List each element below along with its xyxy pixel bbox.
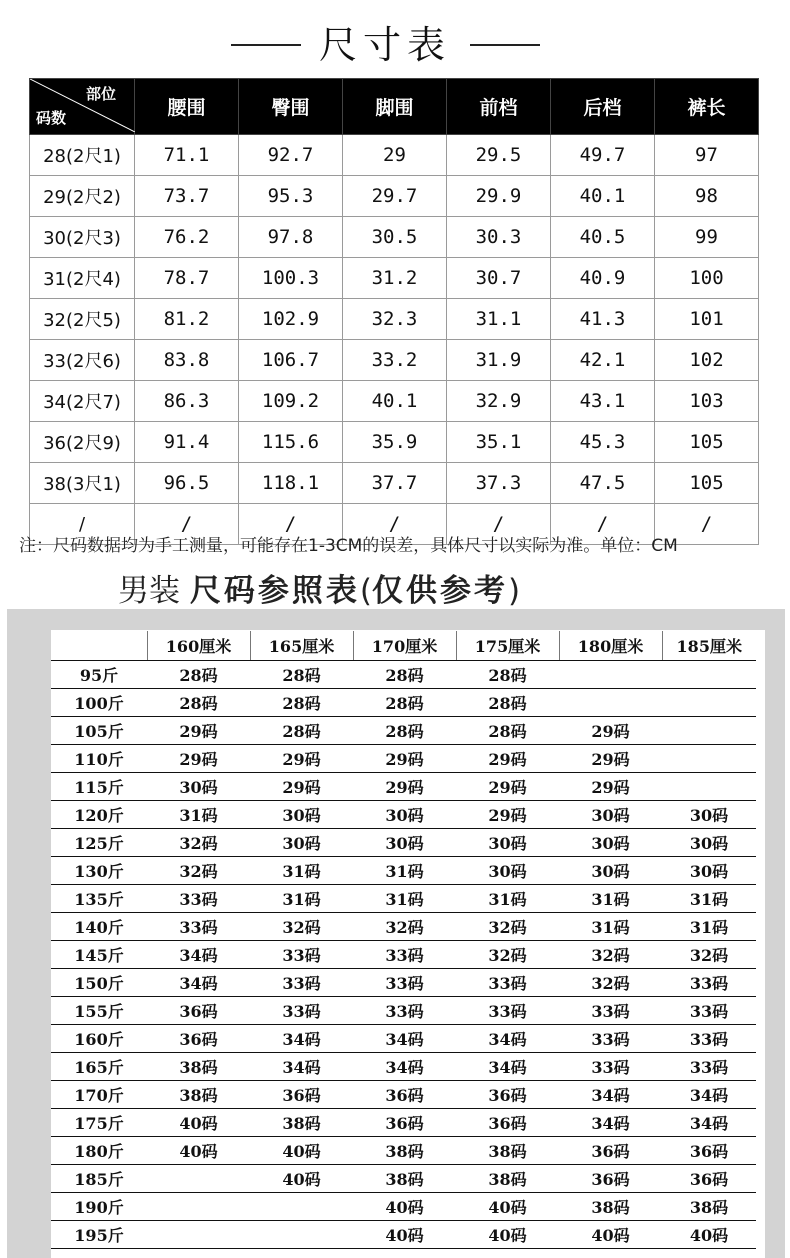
recommended-size-cell: 30码 xyxy=(456,857,559,885)
recommended-size-cell: 34码 xyxy=(147,969,250,997)
size-value-cell: 100 xyxy=(655,258,759,299)
size-value-cell: 97 xyxy=(655,135,759,176)
size-value-cell: / xyxy=(655,504,759,545)
size-value-cell: 97.8 xyxy=(239,217,343,258)
size-value-cell: 103 xyxy=(655,381,759,422)
weight-cell: 100斤 xyxy=(51,689,147,717)
weight-cell: 185斤 xyxy=(51,1165,147,1193)
recommended-size-cell: 40码 xyxy=(559,1221,662,1249)
recommended-size-cell: 30码 xyxy=(559,829,662,857)
recommended-size-cell: 38码 xyxy=(353,1137,456,1165)
recommended-size-cell: 29码 xyxy=(353,773,456,801)
size-label-cell: 28(2尺1) xyxy=(30,135,135,176)
reference-table-row xyxy=(51,773,756,801)
recommended-size-cell: 30码 xyxy=(250,801,353,829)
recommended-size-cell: 33码 xyxy=(559,997,662,1025)
recommended-size-cell: 28码 xyxy=(250,717,353,745)
reference-table-row xyxy=(51,1193,756,1221)
size-value-cell: 37.3 xyxy=(447,463,551,504)
recommended-size-cell: 40码 xyxy=(250,1165,353,1193)
recommended-size-cell: 31码 xyxy=(250,857,353,885)
recommended-size-cell: 29码 xyxy=(147,745,250,773)
height-header-cell: 165厘米 xyxy=(250,631,353,661)
recommended-size-cell: 29码 xyxy=(250,773,353,801)
reference-corner-cell xyxy=(51,631,147,661)
recommended-size-cell: 30码 xyxy=(353,801,456,829)
weight-cell: 130斤 xyxy=(51,857,147,885)
recommended-size-cell: 30码 xyxy=(559,857,662,885)
size-table-row xyxy=(30,217,759,258)
size-value-cell: 31.1 xyxy=(447,299,551,340)
size-value-cell: 45.3 xyxy=(551,422,655,463)
recommended-size-cell: 36码 xyxy=(353,1081,456,1109)
size-value-cell: 47.5 xyxy=(551,463,655,504)
weight-cell: 165斤 xyxy=(51,1053,147,1081)
recommended-size-cell: 29码 xyxy=(456,773,559,801)
reference-table-row xyxy=(51,1109,756,1137)
reference-table-row xyxy=(51,745,756,773)
page-title-block xyxy=(0,8,790,68)
recommended-size-cell: 28码 xyxy=(250,661,353,689)
recommended-size-cell: 29码 xyxy=(559,745,662,773)
size-value-cell: 32.9 xyxy=(447,381,551,422)
size-value-cell: 106.7 xyxy=(239,340,343,381)
recommended-size-cell: 38码 xyxy=(250,1109,353,1137)
recommended-size-cell: 34码 xyxy=(353,1053,456,1081)
size-value-cell: 105 xyxy=(655,463,759,504)
recommended-size-cell: 29码 xyxy=(456,745,559,773)
weight-cell: 155斤 xyxy=(51,997,147,1025)
size-value-cell: 81.2 xyxy=(135,299,239,340)
reference-table-row xyxy=(51,913,756,941)
recommended-size-cell: 33码 xyxy=(559,1053,662,1081)
reference-heading xyxy=(118,565,520,610)
recommended-size-cell xyxy=(662,689,756,717)
size-label-cell: 29(2尺2) xyxy=(30,176,135,217)
recommended-size-cell: 40码 xyxy=(147,1137,250,1165)
recommended-size-cell: 38码 xyxy=(353,1165,456,1193)
reference-table-header-row xyxy=(51,631,756,661)
recommended-size-cell: 33码 xyxy=(662,997,756,1025)
size-value-cell: 43.1 xyxy=(551,381,655,422)
recommended-size-cell: 32码 xyxy=(147,857,250,885)
recommended-size-cell: 31码 xyxy=(662,913,756,941)
size-value-cell: 95.3 xyxy=(239,176,343,217)
size-value-cell: 98 xyxy=(655,176,759,217)
recommended-size-cell: 36码 xyxy=(559,1165,662,1193)
recommended-size-cell: 31码 xyxy=(662,885,756,913)
size-table-row xyxy=(30,135,759,176)
height-header-cell: 180厘米 xyxy=(559,631,662,661)
recommended-size-cell: 34码 xyxy=(250,1053,353,1081)
recommended-size-cell: 29码 xyxy=(559,717,662,745)
size-value-cell: 115.6 xyxy=(239,422,343,463)
size-label-cell: 36(2尺9) xyxy=(30,422,135,463)
size-table-row xyxy=(30,381,759,422)
weight-cell: 175斤 xyxy=(51,1109,147,1137)
recommended-size-cell: 28码 xyxy=(353,689,456,717)
recommended-size-cell: 38码 xyxy=(147,1081,250,1109)
recommended-size-cell xyxy=(559,661,662,689)
weight-cell: 120斤 xyxy=(51,801,147,829)
recommended-size-cell: 36码 xyxy=(353,1109,456,1137)
weight-cell: 195斤 xyxy=(51,1221,147,1249)
size-table-header-cell: 臀围 xyxy=(239,79,343,135)
recommended-size-cell: 40码 xyxy=(147,1109,250,1137)
size-value-cell: 101 xyxy=(655,299,759,340)
weight-cell: 135斤 xyxy=(51,885,147,913)
reference-table-row xyxy=(51,857,756,885)
recommended-size-cell: 36码 xyxy=(147,1025,250,1053)
size-table-row xyxy=(30,258,759,299)
recommended-size-cell: 38码 xyxy=(456,1165,559,1193)
size-value-cell: / xyxy=(551,504,655,545)
corner-label-size: 码数 xyxy=(36,109,67,127)
recommended-size-cell: 33码 xyxy=(456,997,559,1025)
size-value-cell: 42.1 xyxy=(551,340,655,381)
size-value-cell: 76.2 xyxy=(135,217,239,258)
recommended-size-cell: 32码 xyxy=(456,913,559,941)
size-value-cell: 91.4 xyxy=(135,422,239,463)
recommended-size-cell: 28码 xyxy=(456,689,559,717)
reference-table-row xyxy=(51,1165,756,1193)
size-value-cell: 109.2 xyxy=(239,381,343,422)
recommended-size-cell: 29码 xyxy=(559,773,662,801)
recommended-size-cell: 28码 xyxy=(147,689,250,717)
recommended-size-cell: 33码 xyxy=(353,941,456,969)
size-value-cell: 86.3 xyxy=(135,381,239,422)
size-value-cell: 83.8 xyxy=(135,340,239,381)
reference-table-row xyxy=(51,1221,756,1249)
size-value-cell: 32.3 xyxy=(343,299,447,340)
size-value-cell: / xyxy=(447,504,551,545)
reference-heading-paren-text: 仅供参考 xyxy=(371,573,508,609)
size-label-cell: 34(2尺7) xyxy=(30,381,135,422)
size-table xyxy=(29,78,759,545)
size-label-cell: 33(2尺6) xyxy=(30,340,135,381)
recommended-size-cell: 36码 xyxy=(250,1081,353,1109)
recommended-size-cell: 40码 xyxy=(662,1221,756,1249)
recommended-size-cell: 30码 xyxy=(456,829,559,857)
size-value-cell: / xyxy=(135,504,239,545)
size-table-header-cell: 前档 xyxy=(447,79,551,135)
recommended-size-cell xyxy=(662,773,756,801)
recommended-size-cell: 32码 xyxy=(250,913,353,941)
recommended-size-cell: 29码 xyxy=(147,717,250,745)
recommended-size-cell: 30码 xyxy=(662,857,756,885)
size-value-cell: 31.2 xyxy=(343,258,447,299)
recommended-size-cell: 28码 xyxy=(353,661,456,689)
size-value-cell: 105 xyxy=(655,422,759,463)
weight-cell: 145斤 xyxy=(51,941,147,969)
weight-cell: 95斤 xyxy=(51,661,147,689)
recommended-size-cell: 29码 xyxy=(250,745,353,773)
weight-cell: 180斤 xyxy=(51,1137,147,1165)
recommended-size-cell: 36码 xyxy=(662,1165,756,1193)
recommended-size-cell: 36码 xyxy=(456,1109,559,1137)
recommended-size-cell: 34码 xyxy=(147,941,250,969)
recommended-size-cell: 33码 xyxy=(147,885,250,913)
reference-table-row xyxy=(51,689,756,717)
reference-table-row xyxy=(51,717,756,745)
reference-table-row xyxy=(51,1137,756,1165)
recommended-size-cell: 31码 xyxy=(250,885,353,913)
reference-table-row xyxy=(51,1081,756,1109)
recommended-size-cell: 28码 xyxy=(250,689,353,717)
recommended-size-cell: 36码 xyxy=(147,997,250,1025)
recommended-size-cell: 31码 xyxy=(147,801,250,829)
recommended-size-cell: 36码 xyxy=(662,1137,756,1165)
recommended-size-cell: 40码 xyxy=(353,1221,456,1249)
height-header-cell: 185厘米 xyxy=(662,631,756,661)
size-label-cell: 32(2尺5) xyxy=(30,299,135,340)
recommended-size-cell: 33码 xyxy=(353,969,456,997)
height-header-cell: 170厘米 xyxy=(353,631,456,661)
size-value-cell: / xyxy=(343,504,447,545)
reference-heading-title: 尺码参照表 xyxy=(189,573,360,609)
title-rule-right xyxy=(470,44,540,46)
recommended-size-cell: 32码 xyxy=(456,941,559,969)
size-value-cell: 92.7 xyxy=(239,135,343,176)
recommended-size-cell xyxy=(147,1193,250,1221)
recommended-size-cell: 38码 xyxy=(147,1053,250,1081)
recommended-size-cell: 32码 xyxy=(662,941,756,969)
size-value-cell: 35.1 xyxy=(447,422,551,463)
measurement-note: 注：尺码数据均为手工测量，可能存在1-3CM的误差，具体尺寸以实际为准。单位：CM xyxy=(19,536,678,556)
weight-cell: 170斤 xyxy=(51,1081,147,1109)
recommended-size-cell: 30码 xyxy=(250,829,353,857)
recommended-size-cell xyxy=(147,1165,250,1193)
recommended-size-cell: 38码 xyxy=(662,1193,756,1221)
recommended-size-cell: 34码 xyxy=(353,1025,456,1053)
size-table-row xyxy=(30,340,759,381)
size-value-cell: 78.7 xyxy=(135,258,239,299)
recommended-size-cell: 33码 xyxy=(250,941,353,969)
recommended-size-cell: 33码 xyxy=(559,1025,662,1053)
size-value-cell: 102.9 xyxy=(239,299,343,340)
size-value-cell: 71.1 xyxy=(135,135,239,176)
reference-heading-prefix: 男装 xyxy=(118,573,180,609)
recommended-size-cell: 29码 xyxy=(353,745,456,773)
size-table-header-cell: 腰围 xyxy=(135,79,239,135)
size-value-cell: 30.3 xyxy=(447,217,551,258)
weight-cell: 105斤 xyxy=(51,717,147,745)
size-table-row xyxy=(30,176,759,217)
size-value-cell: 29.9 xyxy=(447,176,551,217)
recommended-size-cell: 40码 xyxy=(250,1137,353,1165)
size-table-row xyxy=(30,463,759,504)
recommended-size-cell: 28码 xyxy=(456,717,559,745)
recommended-size-cell: 31码 xyxy=(353,857,456,885)
recommended-size-cell: 32码 xyxy=(559,969,662,997)
size-value-cell: 37.7 xyxy=(343,463,447,504)
size-table-corner-cell xyxy=(30,79,135,135)
recommended-size-cell: 31码 xyxy=(353,885,456,913)
recommended-size-cell: 34码 xyxy=(250,1025,353,1053)
recommended-size-cell: 34码 xyxy=(559,1109,662,1137)
weight-cell: 160斤 xyxy=(51,1025,147,1053)
recommended-size-cell: 30码 xyxy=(662,801,756,829)
reference-table-row xyxy=(51,997,756,1025)
size-value-cell: 73.7 xyxy=(135,176,239,217)
weight-cell: 125斤 xyxy=(51,829,147,857)
recommended-size-cell: 38码 xyxy=(559,1193,662,1221)
recommended-size-cell xyxy=(250,1193,353,1221)
size-value-cell: 118.1 xyxy=(239,463,343,504)
reference-table-row xyxy=(51,969,756,997)
reference-table-row xyxy=(51,1053,756,1081)
recommended-size-cell: 33码 xyxy=(662,969,756,997)
size-value-cell: 40.5 xyxy=(551,217,655,258)
size-table-header-cell: 后档 xyxy=(551,79,655,135)
reference-table-row xyxy=(51,801,756,829)
size-label-cell: 30(2尺3) xyxy=(30,217,135,258)
height-header-cell: 175厘米 xyxy=(456,631,559,661)
weight-cell: 150斤 xyxy=(51,969,147,997)
recommended-size-cell: 34码 xyxy=(559,1081,662,1109)
size-value-cell: 30.5 xyxy=(343,217,447,258)
recommended-size-cell: 28码 xyxy=(147,661,250,689)
recommended-size-cell xyxy=(662,661,756,689)
size-value-cell: 30.7 xyxy=(447,258,551,299)
height-header-cell: 160厘米 xyxy=(147,631,250,661)
size-value-cell: / xyxy=(239,504,343,545)
recommended-size-cell: 30码 xyxy=(353,829,456,857)
recommended-size-cell xyxy=(662,717,756,745)
recommended-size-cell: 33码 xyxy=(353,997,456,1025)
recommended-size-cell xyxy=(662,745,756,773)
recommended-size-cell: 38码 xyxy=(456,1137,559,1165)
weight-cell: 190斤 xyxy=(51,1193,147,1221)
reference-table-row xyxy=(51,885,756,913)
recommended-size-cell: 34码 xyxy=(456,1053,559,1081)
recommended-size-cell: 31码 xyxy=(559,913,662,941)
title-rule-left xyxy=(231,44,301,46)
recommended-size-cell: 34码 xyxy=(662,1081,756,1109)
page-title: 尺寸表 xyxy=(318,23,451,67)
reference-table-row xyxy=(51,1025,756,1053)
recommended-size-cell: 33码 xyxy=(250,997,353,1025)
recommended-size-cell: 30码 xyxy=(662,829,756,857)
size-table-row xyxy=(30,299,759,340)
reference-table-row xyxy=(51,661,756,689)
reference-table xyxy=(51,631,756,1249)
size-value-cell: 40.1 xyxy=(551,176,655,217)
recommended-size-cell: 36码 xyxy=(559,1137,662,1165)
recommended-size-cell: 33码 xyxy=(662,1053,756,1081)
recommended-size-cell xyxy=(147,1221,250,1249)
size-table-row xyxy=(30,422,759,463)
recommended-size-cell: 30码 xyxy=(559,801,662,829)
size-value-cell: 40.9 xyxy=(551,258,655,299)
size-table-header-cell: 裤长 xyxy=(655,79,759,135)
recommended-size-cell: 32码 xyxy=(559,941,662,969)
recommended-size-cell: 40码 xyxy=(456,1221,559,1249)
size-value-cell: 100.3 xyxy=(239,258,343,299)
recommended-size-cell: 28码 xyxy=(353,717,456,745)
recommended-size-cell: 40码 xyxy=(353,1193,456,1221)
recommended-size-cell: 33码 xyxy=(250,969,353,997)
reference-table-row xyxy=(51,829,756,857)
size-value-cell: 49.7 xyxy=(551,135,655,176)
size-value-cell: 96.5 xyxy=(135,463,239,504)
recommended-size-cell xyxy=(250,1221,353,1249)
recommended-size-cell: 33码 xyxy=(147,913,250,941)
weight-cell: 115斤 xyxy=(51,773,147,801)
corner-label-part: 部位 xyxy=(85,85,116,103)
size-value-cell: 102 xyxy=(655,340,759,381)
weight-cell: 140斤 xyxy=(51,913,147,941)
recommended-size-cell: 32码 xyxy=(353,913,456,941)
recommended-size-cell: 33码 xyxy=(456,969,559,997)
size-value-cell: 33.2 xyxy=(343,340,447,381)
recommended-size-cell: 34码 xyxy=(456,1025,559,1053)
recommended-size-cell: 30码 xyxy=(147,773,250,801)
size-value-cell: 29 xyxy=(343,135,447,176)
recommended-size-cell: 29码 xyxy=(456,801,559,829)
size-value-cell: 29.7 xyxy=(343,176,447,217)
size-value-cell: 35.9 xyxy=(343,422,447,463)
recommended-size-cell: 40码 xyxy=(456,1193,559,1221)
recommended-size-cell xyxy=(559,689,662,717)
size-table-header-row xyxy=(30,79,759,135)
size-table-header-cell: 脚围 xyxy=(343,79,447,135)
recommended-size-cell: 33码 xyxy=(662,1025,756,1053)
size-label-cell: 38(3尺1) xyxy=(30,463,135,504)
recommended-size-cell: 32码 xyxy=(147,829,250,857)
size-value-cell: 99 xyxy=(655,217,759,258)
size-value-cell: 40.1 xyxy=(343,381,447,422)
recommended-size-cell: 31码 xyxy=(456,885,559,913)
size-value-cell: 31.9 xyxy=(447,340,551,381)
reference-heading-paren-open: ( xyxy=(359,573,372,609)
recommended-size-cell: 36码 xyxy=(456,1081,559,1109)
recommended-size-cell: 34码 xyxy=(662,1109,756,1137)
recommended-size-cell: 28码 xyxy=(456,661,559,689)
size-value-cell: 29.5 xyxy=(447,135,551,176)
size-label-cell: 31(2尺4) xyxy=(30,258,135,299)
size-value-cell: 41.3 xyxy=(551,299,655,340)
reference-heading-paren-close: ) xyxy=(507,573,521,609)
reference-table-row xyxy=(51,941,756,969)
weight-cell: 110斤 xyxy=(51,745,147,773)
size-label-cell: / xyxy=(30,504,135,545)
recommended-size-cell: 31码 xyxy=(559,885,662,913)
